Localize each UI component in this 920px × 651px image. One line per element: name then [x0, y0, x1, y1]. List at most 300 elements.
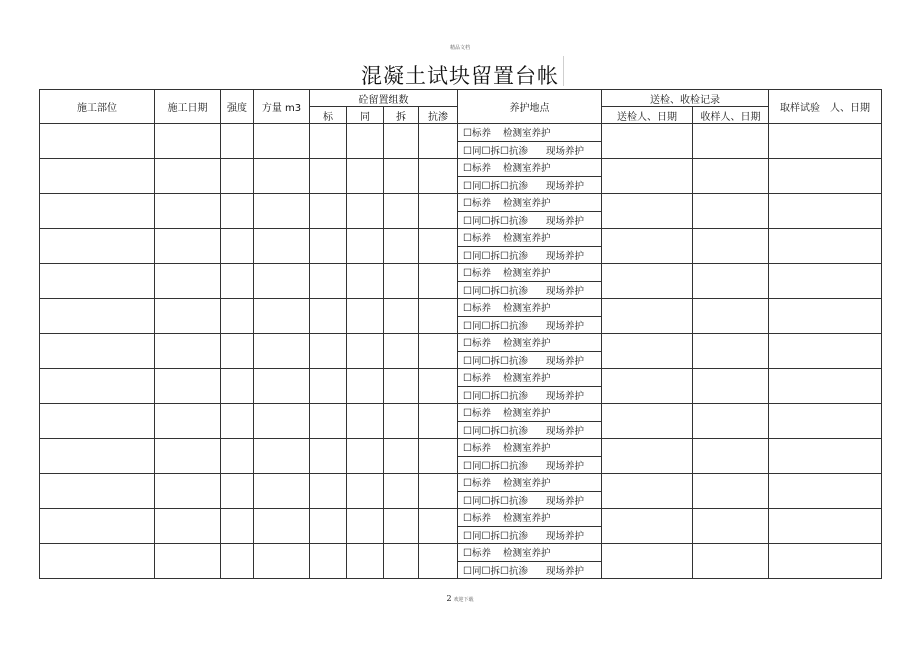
- date-cell[interactable]: [155, 439, 221, 474]
- curing-same-label: 同: [471, 460, 482, 472]
- checkbox-icon[interactable]: ☐: [499, 390, 509, 402]
- curing-seep-label: 抗渗: [508, 530, 528, 542]
- date-cell[interactable]: [155, 544, 221, 579]
- checkbox-icon[interactable]: ☐: [481, 215, 491, 227]
- checkbox-icon[interactable]: ☐: [463, 565, 472, 577]
- checkbox-icon[interactable]: ☐: [499, 495, 509, 507]
- curing-option-line-2[interactable]: [458, 351, 602, 369]
- location-cell[interactable]: [40, 404, 155, 439]
- checkbox-icon[interactable]: ☐: [463, 513, 472, 525]
- curing-option-line-1[interactable]: [458, 124, 602, 142]
- checkbox-icon[interactable]: ☐: [481, 355, 491, 367]
- sampler-cell[interactable]: [769, 264, 882, 299]
- sampler-cell[interactable]: [769, 124, 882, 159]
- curing-same-label: 同: [471, 495, 482, 507]
- receiver-cell[interactable]: [693, 544, 769, 579]
- receiver-cell[interactable]: [693, 194, 769, 229]
- checkbox-icon[interactable]: ☐: [463, 268, 472, 280]
- receiver-cell[interactable]: [693, 369, 769, 404]
- curing-lab-label: 检测室养护: [502, 128, 551, 140]
- strength-cell[interactable]: [221, 229, 254, 264]
- col-strength-header: 强度: [221, 90, 254, 124]
- curing-option-line-2[interactable]: [458, 176, 602, 194]
- table-row: [40, 264, 882, 282]
- checkbox-icon[interactable]: ☐: [481, 320, 491, 332]
- page-footer: [0, 594, 920, 603]
- table-row: [40, 194, 882, 212]
- group-remove-cell[interactable]: [384, 404, 419, 439]
- table-row: [40, 299, 882, 317]
- curing-same-label: 同: [471, 180, 482, 192]
- checkbox-icon[interactable]: ☐: [481, 250, 491, 262]
- checkbox-icon[interactable]: ☐: [463, 408, 472, 420]
- checkbox-icon[interactable]: ☐: [481, 180, 491, 192]
- curing-site-label: 现场养护: [545, 530, 584, 542]
- group-remove-cell[interactable]: [384, 264, 419, 299]
- volume-cell[interactable]: [254, 334, 310, 369]
- group-seep-cell[interactable]: [419, 404, 458, 439]
- curing-site-label: 现场养护: [545, 390, 584, 402]
- checkbox-icon[interactable]: ☐: [463, 373, 472, 385]
- group-seep-cell[interactable]: [419, 369, 458, 404]
- group-same-cell[interactable]: [347, 299, 384, 334]
- group-same-cell[interactable]: [347, 264, 384, 299]
- receiver-cell[interactable]: [693, 299, 769, 334]
- curing-option-line-1[interactable]: [458, 264, 602, 282]
- curing-standard-label: 标养: [471, 478, 491, 490]
- group-seep-cell[interactable]: [419, 299, 458, 334]
- location-cell[interactable]: [40, 229, 155, 264]
- curing-option-line-2[interactable]: [458, 246, 602, 264]
- checkbox-icon[interactable]: ☐: [463, 320, 472, 332]
- checkbox-icon[interactable]: ☐: [463, 198, 472, 210]
- checkbox-icon[interactable]: ☐: [463, 478, 472, 490]
- checkbox-icon[interactable]: ☐: [499, 530, 509, 542]
- group-seep-cell[interactable]: [419, 264, 458, 299]
- date-cell[interactable]: [155, 264, 221, 299]
- date-cell[interactable]: [155, 369, 221, 404]
- location-cell[interactable]: [40, 159, 155, 194]
- location-cell[interactable]: [40, 439, 155, 474]
- curing-option-line-1[interactable]: [458, 194, 602, 212]
- location-cell[interactable]: [40, 369, 155, 404]
- curing-standard-label: 标养: [471, 408, 491, 420]
- curing-seep-label: 抗渗: [508, 145, 528, 157]
- curing-option-line-1[interactable]: [458, 544, 602, 562]
- curing-option-line-2[interactable]: [458, 421, 602, 439]
- checkbox-icon[interactable]: ☐: [481, 425, 491, 437]
- location-cell[interactable]: [40, 474, 155, 509]
- date-cell[interactable]: [155, 509, 221, 544]
- curing-standard-label: 标养: [471, 373, 491, 385]
- curing-option-line-2[interactable]: [458, 386, 602, 404]
- curing-option-line-2[interactable]: [458, 526, 602, 544]
- curing-option-line-2[interactable]: [458, 141, 602, 159]
- strength-cell[interactable]: [221, 299, 254, 334]
- table-row: [40, 509, 882, 527]
- volume-cell[interactable]: [254, 299, 310, 334]
- group-seep-cell[interactable]: [419, 334, 458, 369]
- date-cell[interactable]: [155, 124, 221, 159]
- checkbox-icon[interactable]: ☐: [463, 495, 472, 507]
- group-seep-cell[interactable]: [419, 159, 458, 194]
- curing-option-line-2[interactable]: [458, 316, 602, 334]
- volume-cell[interactable]: [254, 124, 310, 159]
- location-cell[interactable]: [40, 194, 155, 229]
- volume-cell[interactable]: [254, 404, 310, 439]
- sender-cell[interactable]: [602, 474, 693, 509]
- curing-site-label: 现场养护: [545, 425, 584, 437]
- sampler-cell[interactable]: [769, 474, 882, 509]
- curing-option-line-1[interactable]: [458, 404, 602, 422]
- location-cell[interactable]: [40, 509, 155, 544]
- checkbox-icon[interactable]: ☐: [481, 285, 491, 297]
- sender-cell[interactable]: [602, 229, 693, 264]
- curing-seep-label: 抗渗: [508, 180, 528, 192]
- checkbox-icon[interactable]: ☐: [481, 460, 491, 472]
- date-cell[interactable]: [155, 299, 221, 334]
- receiver-cell[interactable]: [693, 124, 769, 159]
- checkbox-icon[interactable]: ☐: [463, 233, 472, 245]
- group-remove-cell[interactable]: [384, 369, 419, 404]
- checkbox-icon[interactable]: ☐: [463, 390, 472, 402]
- checkbox-icon[interactable]: ☐: [481, 565, 491, 577]
- checkbox-icon[interactable]: ☐: [481, 530, 491, 542]
- date-cell[interactable]: [155, 404, 221, 439]
- curing-remove-label: 拆: [490, 565, 500, 577]
- curing-option-line-1[interactable]: [458, 159, 602, 177]
- curing-standard-label: 标养: [471, 198, 491, 210]
- sampler-cell[interactable]: [769, 439, 882, 474]
- group-std-cell[interactable]: [310, 124, 347, 159]
- checkbox-icon[interactable]: ☐: [499, 180, 509, 192]
- group-std-cell[interactable]: [310, 509, 347, 544]
- curing-site-label: 现场养护: [545, 495, 584, 507]
- curing-seep-label: 抗渗: [508, 425, 528, 437]
- group-same-cell[interactable]: [347, 159, 384, 194]
- curing-standard-label: 标养: [471, 443, 491, 455]
- receiver-cell[interactable]: [693, 404, 769, 439]
- date-cell[interactable]: [155, 474, 221, 509]
- sender-cell[interactable]: [602, 334, 693, 369]
- table-row: [40, 334, 882, 352]
- col-sender-header: 送检人、日期: [602, 107, 693, 124]
- location-cell[interactable]: [40, 334, 155, 369]
- strength-cell[interactable]: [221, 369, 254, 404]
- group-same-cell[interactable]: [347, 509, 384, 544]
- location-cell[interactable]: [40, 264, 155, 299]
- curing-seep-label: 抗渗: [508, 390, 528, 402]
- col-groups-header: 砼留置组数: [310, 90, 458, 107]
- curing-site-label: 现场养护: [545, 565, 584, 577]
- curing-option-line-2[interactable]: [458, 281, 602, 299]
- checkbox-icon[interactable]: ☐: [463, 425, 472, 437]
- col-date-header: 施工日期: [155, 90, 221, 124]
- group-same-cell[interactable]: [347, 369, 384, 404]
- sender-cell[interactable]: [602, 369, 693, 404]
- location-cell[interactable]: [40, 544, 155, 579]
- sender-cell[interactable]: [602, 404, 693, 439]
- curing-option-line-1[interactable]: [458, 229, 602, 247]
- group-remove-cell[interactable]: [384, 299, 419, 334]
- checkbox-icon[interactable]: ☐: [499, 425, 509, 437]
- group-remove-cell[interactable]: [384, 509, 419, 544]
- checkbox-icon[interactable]: ☐: [463, 460, 472, 472]
- checkbox-icon[interactable]: ☐: [463, 443, 472, 455]
- col-group-remove-header: 拆: [384, 107, 419, 124]
- strength-cell[interactable]: [221, 439, 254, 474]
- location-cell[interactable]: [40, 299, 155, 334]
- group-std-cell[interactable]: [310, 264, 347, 299]
- strength-cell[interactable]: [221, 194, 254, 229]
- date-cell[interactable]: [155, 159, 221, 194]
- group-std-cell[interactable]: [310, 474, 347, 509]
- checkbox-icon[interactable]: ☐: [499, 355, 509, 367]
- checkbox-icon[interactable]: ☐: [463, 355, 472, 367]
- checkbox-icon[interactable]: ☐: [499, 460, 509, 472]
- strength-cell[interactable]: [221, 474, 254, 509]
- col-group-seep-header: 抗渗: [419, 107, 458, 124]
- curing-same-label: 同: [471, 250, 482, 262]
- group-remove-cell[interactable]: [384, 474, 419, 509]
- checkbox-icon[interactable]: ☐: [499, 215, 509, 227]
- group-std-cell[interactable]: [310, 229, 347, 264]
- strength-cell[interactable]: [221, 264, 254, 299]
- group-std-cell[interactable]: [310, 299, 347, 334]
- group-seep-cell[interactable]: [419, 439, 458, 474]
- group-same-cell[interactable]: [347, 229, 384, 264]
- curing-option-line-2[interactable]: [458, 211, 602, 229]
- volume-cell[interactable]: [254, 229, 310, 264]
- group-remove-cell[interactable]: [384, 439, 419, 474]
- curing-standard-label: 标养: [471, 513, 491, 525]
- checkbox-icon[interactable]: ☐: [499, 565, 509, 577]
- group-remove-cell[interactable]: [384, 229, 419, 264]
- curing-lab-label: 检测室养护: [502, 373, 551, 385]
- group-std-cell[interactable]: [310, 404, 347, 439]
- group-remove-cell[interactable]: [384, 194, 419, 229]
- sampler-cell[interactable]: [769, 544, 882, 579]
- volume-cell[interactable]: [254, 509, 310, 544]
- checkbox-icon[interactable]: ☐: [463, 250, 472, 262]
- curing-option-line-2[interactable]: [458, 456, 602, 474]
- curing-standard-label: 标养: [471, 303, 491, 315]
- table-row: [40, 229, 882, 247]
- receiver-cell[interactable]: [693, 229, 769, 264]
- group-std-cell[interactable]: [310, 369, 347, 404]
- receiver-cell[interactable]: [693, 509, 769, 544]
- group-remove-cell[interactable]: [384, 334, 419, 369]
- checkbox-icon[interactable]: ☐: [481, 145, 491, 157]
- location-cell[interactable]: [40, 124, 155, 159]
- group-seep-cell[interactable]: [419, 124, 458, 159]
- group-seep-cell[interactable]: [419, 544, 458, 579]
- date-cell[interactable]: [155, 229, 221, 264]
- receiver-cell[interactable]: [693, 474, 769, 509]
- page-title: 混凝土试块留置台帐: [361, 64, 559, 88]
- volume-cell[interactable]: [254, 194, 310, 229]
- group-same-cell[interactable]: [347, 124, 384, 159]
- curing-seep-label: 抗渗: [508, 250, 528, 262]
- curing-lab-label: 检测室养护: [502, 233, 551, 245]
- group-same-cell[interactable]: [347, 334, 384, 369]
- strength-cell[interactable]: [221, 404, 254, 439]
- sampler-cell[interactable]: [769, 404, 882, 439]
- ledger-table: [39, 89, 882, 579]
- checkbox-icon[interactable]: ☐: [499, 145, 509, 157]
- date-cell[interactable]: [155, 194, 221, 229]
- title-divider: [563, 56, 564, 86]
- curing-site-label: 现场养护: [545, 180, 584, 192]
- table-row: [40, 404, 882, 422]
- curing-remove-label: 拆: [490, 215, 500, 227]
- curing-option-line-1[interactable]: [458, 509, 602, 527]
- sampler-cell[interactable]: [769, 509, 882, 544]
- curing-lab-label: 检测室养护: [502, 478, 551, 490]
- sampler-cell[interactable]: [769, 229, 882, 264]
- sampler-cell[interactable]: [769, 194, 882, 229]
- sender-cell[interactable]: [602, 124, 693, 159]
- group-seep-cell[interactable]: [419, 474, 458, 509]
- curing-lab-label: 检测室养护: [502, 268, 551, 280]
- group-same-cell[interactable]: [347, 439, 384, 474]
- curing-option-line-2[interactable]: [458, 561, 602, 579]
- group-same-cell[interactable]: [347, 544, 384, 579]
- curing-same-label: 同: [471, 565, 482, 577]
- strength-cell[interactable]: [221, 159, 254, 194]
- footer-note: 欢迎下载: [453, 597, 474, 603]
- table-row: [40, 439, 882, 457]
- curing-seep-label: 抗渗: [508, 460, 528, 472]
- curing-lab-label: 检测室养护: [502, 303, 551, 315]
- date-cell[interactable]: [155, 334, 221, 369]
- volume-cell[interactable]: [254, 474, 310, 509]
- curing-site-label: 现场养护: [545, 215, 584, 227]
- curing-lab-label: 检测室养护: [502, 548, 551, 560]
- receiver-cell[interactable]: [693, 334, 769, 369]
- curing-remove-label: 拆: [490, 495, 500, 507]
- curing-same-label: 同: [471, 320, 482, 332]
- sender-cell[interactable]: [602, 264, 693, 299]
- sender-cell[interactable]: [602, 194, 693, 229]
- group-std-cell[interactable]: [310, 194, 347, 229]
- curing-option-line-1[interactable]: [458, 474, 602, 492]
- group-std-cell[interactable]: [310, 159, 347, 194]
- curing-site-label: 现场养护: [545, 250, 584, 262]
- strength-cell[interactable]: [221, 544, 254, 579]
- curing-option-line-1[interactable]: [458, 299, 602, 317]
- checkbox-icon[interactable]: ☐: [463, 163, 472, 175]
- page-header-note: 精品文档: [449, 45, 470, 51]
- checkbox-icon[interactable]: ☐: [463, 285, 472, 297]
- checkbox-icon[interactable]: ☐: [499, 320, 509, 332]
- curing-remove-label: 拆: [490, 460, 500, 472]
- checkbox-icon[interactable]: ☐: [463, 215, 472, 227]
- checkbox-icon[interactable]: ☐: [499, 250, 509, 262]
- group-remove-cell[interactable]: [384, 124, 419, 159]
- curing-same-label: 同: [471, 215, 482, 227]
- checkbox-icon[interactable]: ☐: [463, 145, 472, 157]
- checkbox-icon[interactable]: ☐: [463, 548, 472, 560]
- curing-seep-label: 抗渗: [508, 355, 528, 367]
- sender-cell[interactable]: [602, 439, 693, 474]
- col-receiver-header: 收样人、日期: [693, 107, 769, 124]
- curing-remove-label: 拆: [490, 145, 500, 157]
- sampler-cell[interactable]: [769, 369, 882, 404]
- volume-cell[interactable]: [254, 264, 310, 299]
- checkbox-icon[interactable]: ☐: [463, 303, 472, 315]
- receiver-cell[interactable]: [693, 264, 769, 299]
- curing-lab-label: 检测室养护: [502, 338, 551, 350]
- group-std-cell[interactable]: [310, 439, 347, 474]
- group-same-cell[interactable]: [347, 404, 384, 439]
- sender-cell[interactable]: [602, 299, 693, 334]
- curing-standard-label: 标养: [471, 548, 491, 560]
- curing-option-line-2[interactable]: [458, 491, 602, 509]
- curing-option-line-1[interactable]: [458, 334, 602, 352]
- curing-standard-label: 标养: [471, 233, 491, 245]
- group-seep-cell[interactable]: [419, 229, 458, 264]
- receiver-cell[interactable]: [693, 159, 769, 194]
- sender-cell[interactable]: [602, 544, 693, 579]
- sampler-cell[interactable]: [769, 159, 882, 194]
- checkbox-icon[interactable]: ☐: [463, 530, 472, 542]
- group-remove-cell[interactable]: [384, 544, 419, 579]
- col-volume-header: 方量 m3: [254, 90, 310, 124]
- col-sampler-header: 取样试验 人、日期: [769, 90, 882, 124]
- sender-cell[interactable]: [602, 159, 693, 194]
- curing-remove-label: 拆: [490, 180, 500, 192]
- curing-remove-label: 拆: [490, 530, 500, 542]
- group-seep-cell[interactable]: [419, 194, 458, 229]
- checkbox-icon[interactable]: ☐: [463, 128, 472, 140]
- strength-cell[interactable]: [221, 124, 254, 159]
- curing-option-line-1[interactable]: [458, 439, 602, 457]
- checkbox-icon[interactable]: ☐: [463, 338, 472, 350]
- volume-cell[interactable]: [254, 369, 310, 404]
- group-same-cell[interactable]: [347, 194, 384, 229]
- checkbox-icon[interactable]: ☐: [481, 495, 491, 507]
- strength-cell[interactable]: [221, 334, 254, 369]
- volume-cell[interactable]: [254, 439, 310, 474]
- checkbox-icon[interactable]: ☐: [499, 285, 509, 297]
- receiver-cell[interactable]: [693, 439, 769, 474]
- sampler-cell[interactable]: [769, 299, 882, 334]
- checkbox-icon[interactable]: ☐: [463, 180, 472, 192]
- checkbox-icon[interactable]: ☐: [481, 390, 491, 402]
- curing-seep-label: 抗渗: [508, 565, 528, 577]
- group-seep-cell[interactable]: [419, 509, 458, 544]
- curing-option-line-1[interactable]: [458, 369, 602, 387]
- curing-standard-label: 标养: [471, 163, 491, 175]
- curing-standard-label: 标养: [471, 268, 491, 280]
- sender-cell[interactable]: [602, 509, 693, 544]
- curing-remove-label: 拆: [490, 320, 500, 332]
- group-std-cell[interactable]: [310, 544, 347, 579]
- curing-same-label: 同: [471, 355, 482, 367]
- curing-same-label: 同: [471, 530, 482, 542]
- table-row: [40, 474, 882, 492]
- table-row: [40, 159, 882, 177]
- volume-cell[interactable]: [254, 159, 310, 194]
- group-same-cell[interactable]: [347, 474, 384, 509]
- strength-cell[interactable]: [221, 509, 254, 544]
- group-std-cell[interactable]: [310, 334, 347, 369]
- sampler-cell[interactable]: [769, 334, 882, 369]
- group-remove-cell[interactable]: [384, 159, 419, 194]
- volume-cell[interactable]: [254, 544, 310, 579]
- curing-lab-label: 检测室养护: [502, 443, 551, 455]
